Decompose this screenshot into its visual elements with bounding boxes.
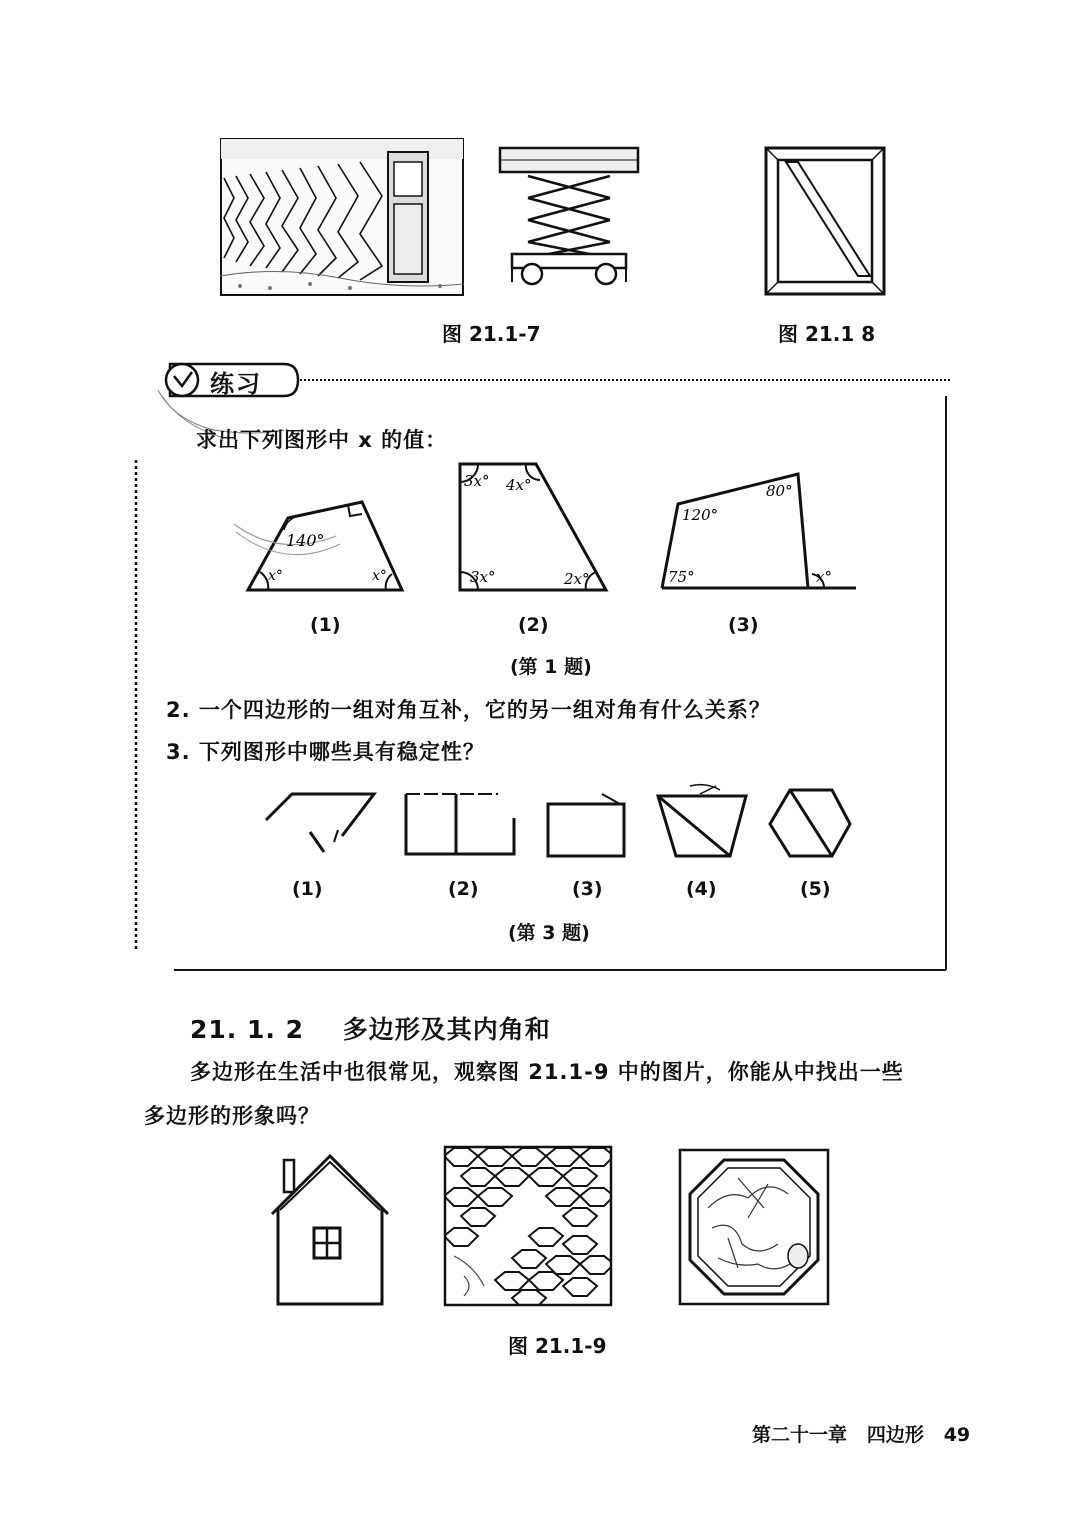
angle-label: 120°: [682, 506, 719, 524]
figure-honeycomb: [444, 1146, 612, 1306]
angle-label: x°: [268, 568, 283, 584]
angle-label: 2x°: [564, 570, 590, 588]
q3-label-2: (2): [448, 878, 479, 900]
q3-figure-4: [654, 780, 750, 860]
q3-figure-3: [546, 792, 628, 860]
angle-label: 80°: [766, 482, 793, 500]
q3-caption: (第 3 题): [508, 922, 590, 944]
angle-label: 75°: [668, 568, 695, 586]
angle-label: 3x°: [470, 568, 496, 586]
question-1-text: 求出下列图形中 x 的值：: [196, 428, 448, 452]
q1-figure-3: [652, 470, 858, 594]
section-heading: 21. 1. 2 多边形及其内角和: [190, 1015, 551, 1044]
q3-label-5: (5): [800, 878, 831, 900]
q1-figure-1: [240, 488, 410, 598]
question-2-text: 2. 一个四边形的一组对角互补，它的另一组对角有什么关系？: [166, 698, 771, 722]
q3-figure-1: [262, 790, 380, 856]
angle-label: 4x°: [506, 476, 532, 494]
angle-label: x°: [372, 568, 387, 584]
q1-label-3: (3): [728, 614, 759, 636]
q3-label-4: (4): [686, 878, 717, 900]
question-3-text: 3. 下列图形中哪些具有稳定性？: [166, 740, 485, 764]
q1-figure-2: [456, 460, 614, 594]
section-paragraph-line-2: 多边形的形象吗？: [144, 1104, 320, 1128]
angle-label: 140°: [286, 531, 325, 550]
figure-house: [268, 1150, 392, 1306]
figure-octagon-window: [678, 1148, 830, 1306]
q1-label-2: (2): [518, 614, 549, 636]
figure-caption-21-1-8: 图 21.1 8: [778, 322, 876, 346]
q1-caption: (第 1 题): [510, 656, 592, 678]
q3-figure-5: [766, 786, 854, 860]
figure-gate-photo: [220, 138, 464, 296]
figure-caption-21-1-9: 图 21.1-9: [508, 1334, 607, 1358]
figure-window-frame: [764, 146, 886, 296]
q3-label-3: (3): [572, 878, 603, 900]
page-footer: 第二十一章 四边形 49: [752, 1424, 971, 1446]
figure-caption-21-1-7: 图 21.1-7: [442, 322, 541, 346]
practice-title: 练习: [210, 370, 262, 398]
section-paragraph-line-1: 多边形在生活中也很常见，观察图 21.1-9 中的图片，你能从中找出一些: [190, 1060, 904, 1084]
q3-figure-2: [400, 790, 520, 858]
q3-label-1: (1): [292, 878, 323, 900]
angle-label: x°: [816, 568, 832, 586]
figure-scissor-lift: [498, 146, 640, 288]
angle-label: 3x°: [464, 472, 490, 490]
q1-label-1: (1): [310, 614, 341, 636]
